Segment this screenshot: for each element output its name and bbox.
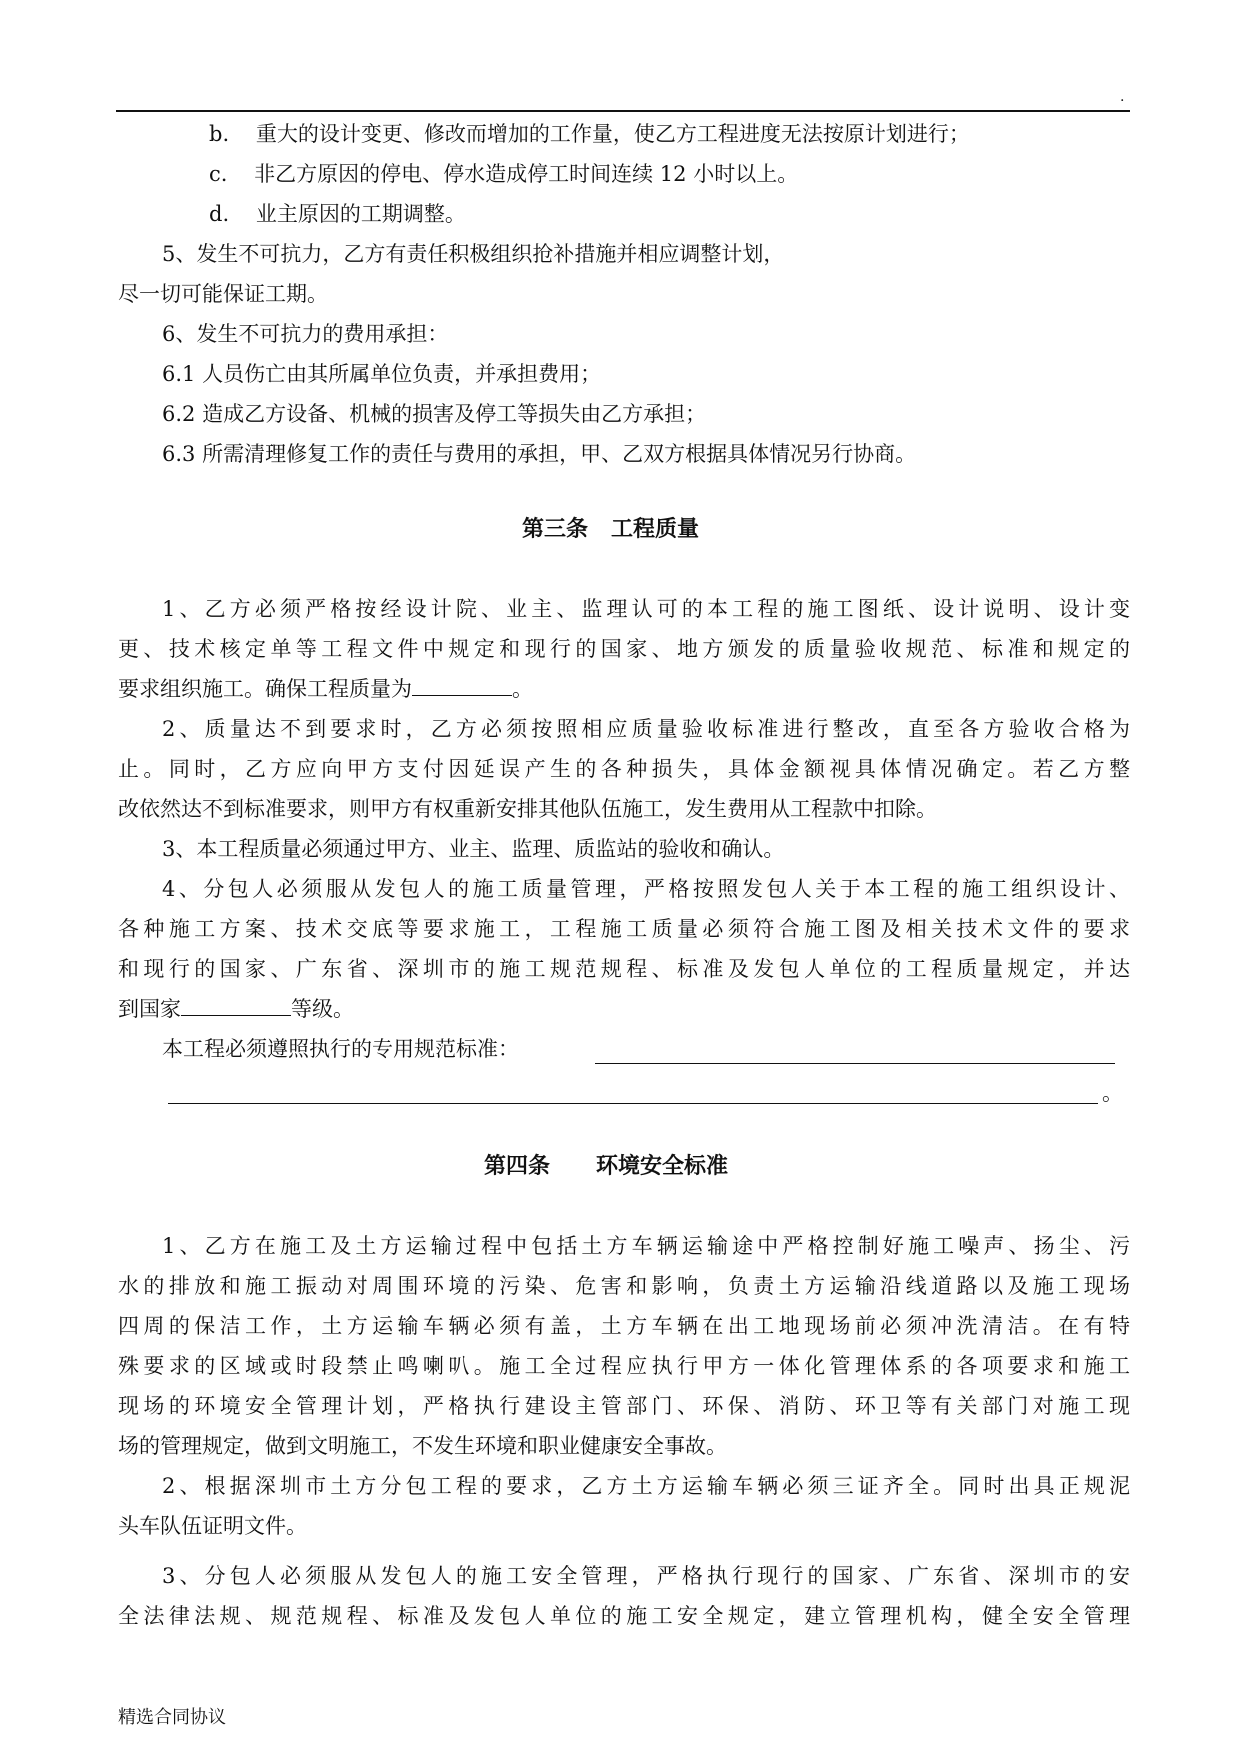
paragraph-line: 尽一切可能保证工期。: [118, 282, 328, 306]
paragraph-line: 1、乙方必须严格按经设计院、业主、监理认可的本工程的施工图纸、设计说明、设计变: [162, 597, 1130, 621]
clause-c: c. 非乙方原因的停电、停水造成停工时间连续 12 小时以上。: [209, 162, 799, 186]
paragraph-line: [118, 677, 533, 701]
paragraph-line: 改依然达不到标准要求，则甲方有权重新安排其他队伍施工，发生费用从工程款中扣除。: [118, 797, 937, 821]
paragraph-line: 四周的保洁工作，土方运输车辆必须有盖，土方车辆在出工地现场前必须冲洗清洁。在有特: [118, 1314, 1130, 1338]
paragraph-line: 3、本工程质量必须通过甲方、业主、监理、质监站的验收和确认。: [162, 837, 785, 861]
paragraph-line: 2、根据深圳市土方分包工程的要求，乙方土方运输车辆必须三证齐全。同时出具正规泥: [162, 1474, 1130, 1498]
paragraph-line: 6.3 所需清理修复工作的责任与费用的承担，甲、乙双方根据具体情况另行协商。: [162, 442, 917, 466]
quality-sentence: 要求组织施工。确保工程质量为: [118, 677, 412, 701]
grade-prefix: 到国家: [118, 997, 181, 1021]
article-4-heading: 第四条 环境安全标准: [484, 1154, 728, 1179]
spec-standard-period: 。: [1102, 1081, 1123, 1105]
spec-standard-blank-2: [168, 1103, 1098, 1104]
paragraph-line: 止。同时，乙方应向甲方支付因延误产生的各种损失，具体金额视具体情况确定。若乙方整: [118, 757, 1130, 781]
paragraph-line: 4、分包人必须服从发包人的施工质量管理，严格按照发包人关于本工程的施工组织设计、: [162, 877, 1130, 901]
quality-blank: [412, 677, 512, 696]
paragraph-line: 更、技术核定单等工程文件中规定和现行的国家、地方颁发的质量验收规范、标准和规定的: [118, 637, 1130, 661]
paragraph-line: 6.2 造成乙方设备、机械的损害及停工等损失由乙方承担；: [162, 402, 707, 426]
paragraph-line: 全法律法规、规范规程、标准及发包人单位的施工安全规定，建立管理机构，健全安全管理: [118, 1604, 1130, 1628]
paragraph-line: 3、分包人必须服从发包人的施工安全管理，严格执行现行的国家、广东省、深圳市的安: [162, 1564, 1130, 1588]
paragraph-line: 现场的环境安全管理计划，严格执行建设主管部门、环保、消防、环卫等有关部门对施工现: [118, 1394, 1130, 1418]
paragraph-line: 和现行的国家、广东省、深圳市的施工规范规程、标准及发包人单位的工程质量规定，并达: [118, 957, 1130, 981]
paragraph-line: 5、发生不可抗力，乙方有责任积极组织抢补措施并相应调整计划，: [162, 242, 785, 266]
paragraph-line: 场的管理规定，做到文明施工，不发生环境和职业健康安全事故。: [118, 1434, 727, 1458]
page-footer: 精选合同协议: [118, 1707, 226, 1728]
grade-suffix: 等级。: [291, 997, 354, 1021]
paragraph-line: 水的排放和施工振动对周围环境的污染、危害和影响，负责土方运输沿线道路以及施工现场: [118, 1274, 1130, 1298]
paragraph-line: 6、发生不可抗力的费用承担：: [162, 322, 449, 346]
header-rule: [116, 110, 1130, 112]
paragraph-line: 头车队伍证明文件。: [118, 1514, 307, 1538]
clause-d: d. 业主原因的工期调整。: [209, 202, 466, 226]
paragraph-line: 6.1 人员伤亡由其所属单位负责，并承担费用；: [162, 362, 602, 386]
paragraph-line: [118, 997, 354, 1021]
clause-b: b. 重大的设计变更、修改而增加的工作量，使乙方工程进度无法按原计划进行；: [209, 122, 970, 146]
spec-standard-blank: [595, 1063, 1115, 1064]
grade-blank: [181, 997, 291, 1016]
spec-standard-label: 本工程必须遵照执行的专用规范标准：: [162, 1037, 519, 1061]
header-dot: .: [1120, 89, 1125, 105]
paragraph-line: 殊要求的区域或时段禁止鸣喇叭。施工全过程应执行甲方一体化管理体系的各项要求和施工: [118, 1354, 1130, 1378]
article-3-heading: 第三条 工程质量: [522, 517, 699, 542]
paragraph-line: 各种施工方案、技术交底等要求施工，工程施工质量必须符合施工图及相关技术文件的要求: [118, 917, 1130, 941]
paragraph-line: 2、质量达不到要求时，乙方必须按照相应质量验收标准进行整改，直至各方验收合格为: [162, 717, 1130, 741]
quality-period: 。: [512, 677, 533, 701]
paragraph-line: 1、乙方在施工及土方运输过程中包括土方车辆运输途中严格控制好施工噪声、扬尘、污: [162, 1234, 1130, 1258]
